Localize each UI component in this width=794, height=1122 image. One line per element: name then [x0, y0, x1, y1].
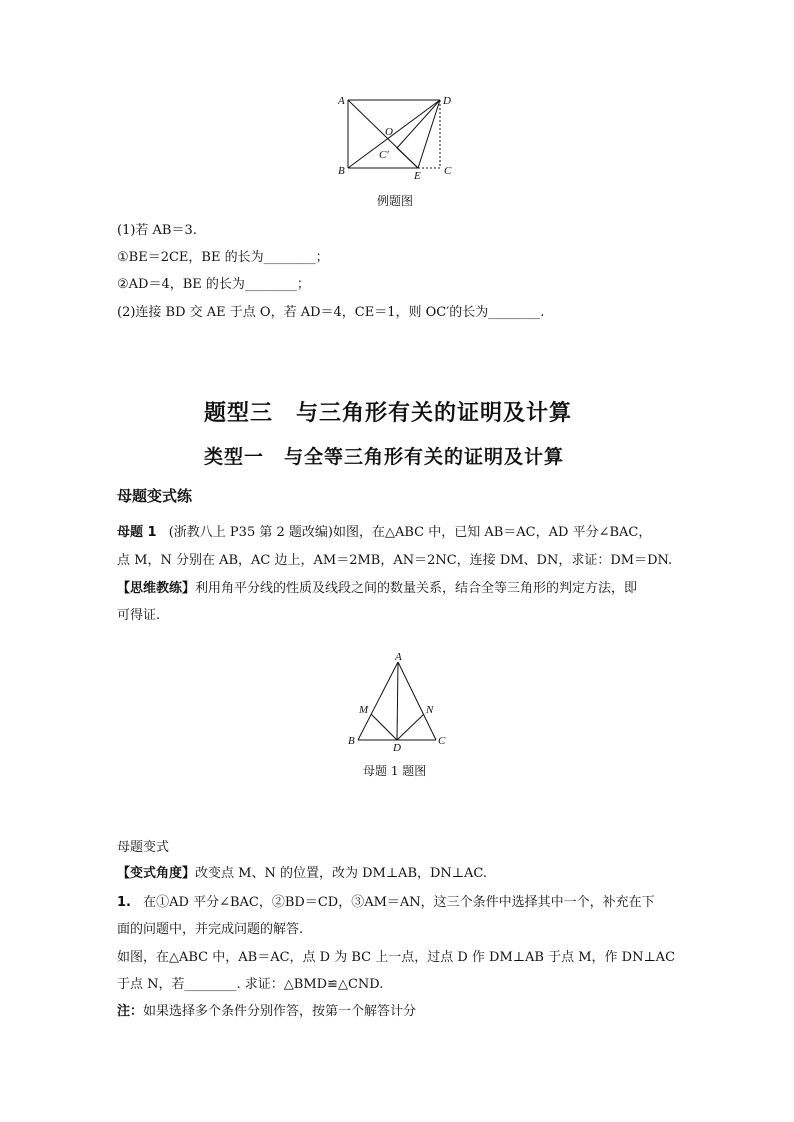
- label-N: N: [426, 704, 434, 716]
- label-D: D: [443, 95, 451, 107]
- label-C: C: [444, 165, 452, 177]
- variant-note-text: 如果选择多个条件分别作答，按第一个解答计分: [143, 1004, 417, 1019]
- label-Cprime: C′: [379, 149, 389, 161]
- variant-problem-line4: 于点 N，若________. 求证：△BMD≌△CND.: [117, 977, 384, 992]
- example-figure: [335, 90, 465, 185]
- variant-problem-line3: 如图，在△ABC 中，AB＝AC，点 D 为 BC 上一点，过点 D 作 DM⊥AB 于点 M，作 DN⊥AC: [117, 950, 676, 965]
- mother-problem-label: 母题 1: [117, 525, 157, 540]
- example-question1: ①BE＝2CE，BE 的长为________；: [117, 250, 329, 265]
- variant-note-tag: 注：: [117, 1004, 144, 1019]
- example-question2: ②AD＝4，BE 的长为________；: [117, 277, 310, 292]
- section-title: 题型三 与三角形有关的证明及计算: [204, 401, 573, 426]
- section-subtitle: 类型一 与全等三角形有关的证明及计算: [204, 446, 565, 468]
- label-D: D: [393, 742, 401, 754]
- side-AB: [358, 662, 398, 740]
- variant-note: [117, 1000, 416, 1019]
- label-E: E: [414, 170, 421, 182]
- hint-line2: 可得证.: [117, 608, 161, 623]
- label-B: B: [348, 735, 355, 747]
- side-AC: [398, 662, 436, 740]
- mother-problem-line1: [117, 521, 651, 540]
- variant-angle-text: 改变点 M、N 的位置，改为 DM⊥AB，DN⊥AC.: [195, 866, 488, 881]
- label-M: M: [359, 704, 369, 716]
- example-part2: (2)连接 BD 交 AE 于点 O，若 AD＝4，CE＝1，则 OC′的长为________.: [117, 305, 545, 320]
- example-figure-caption: 例题图: [377, 194, 414, 208]
- mother-problem-line2: 点 M，N 分别在 AB，AC 边上，AM＝2MB，AN＝2NC，连接 DM、DN，求证：DM＝DN.: [117, 553, 673, 568]
- label-A: A: [338, 95, 345, 107]
- section-heading: 母题变式练: [117, 487, 193, 505]
- variant-angle-tag: 【变式角度】: [117, 866, 196, 881]
- example-part1: (1)若 AB＝3.: [117, 223, 197, 238]
- variant-problem-number: 1.: [117, 895, 131, 910]
- label-C: C: [438, 735, 446, 747]
- segment-AD: [397, 662, 398, 740]
- segment-DN: [397, 714, 424, 740]
- segment-DM: [371, 714, 397, 740]
- variant-heading: 母题变式: [117, 840, 170, 855]
- label-O: O: [385, 126, 393, 138]
- label-B: B: [338, 165, 345, 177]
- mother-problem-text1: (浙教八上 P35 第 2 题改编)如图，在△ABC 中，已知 AB＝AC，AD 平分∠BAC，: [168, 525, 652, 540]
- label-A: A: [395, 651, 402, 663]
- variant-problem-line1: [117, 891, 655, 910]
- mother-figure: [340, 650, 455, 755]
- hint-tag: 【思维教练】: [117, 581, 196, 596]
- hint-text1: 利用角平分线的性质及线段之间的数量关系，结合全等三角形的判定方法，即: [195, 581, 638, 596]
- hint-line1: [117, 577, 637, 596]
- segment-DE: [418, 100, 440, 168]
- variant-angle: [117, 862, 487, 881]
- variant-problem-text1: 在①AD 平分∠BAC，②BD＝CD，③AM＝AN，这三个条件中选择其中一个，补充在下: [143, 895, 655, 910]
- diagonal-BD: [348, 100, 440, 168]
- segment-DCprime: [397, 100, 440, 148]
- variant-problem-line2: 面的问题中，并完成问题的解答.: [117, 922, 304, 937]
- mother-figure-caption: 母题 1 题图: [363, 764, 427, 778]
- segment-CprimeE: [397, 148, 418, 168]
